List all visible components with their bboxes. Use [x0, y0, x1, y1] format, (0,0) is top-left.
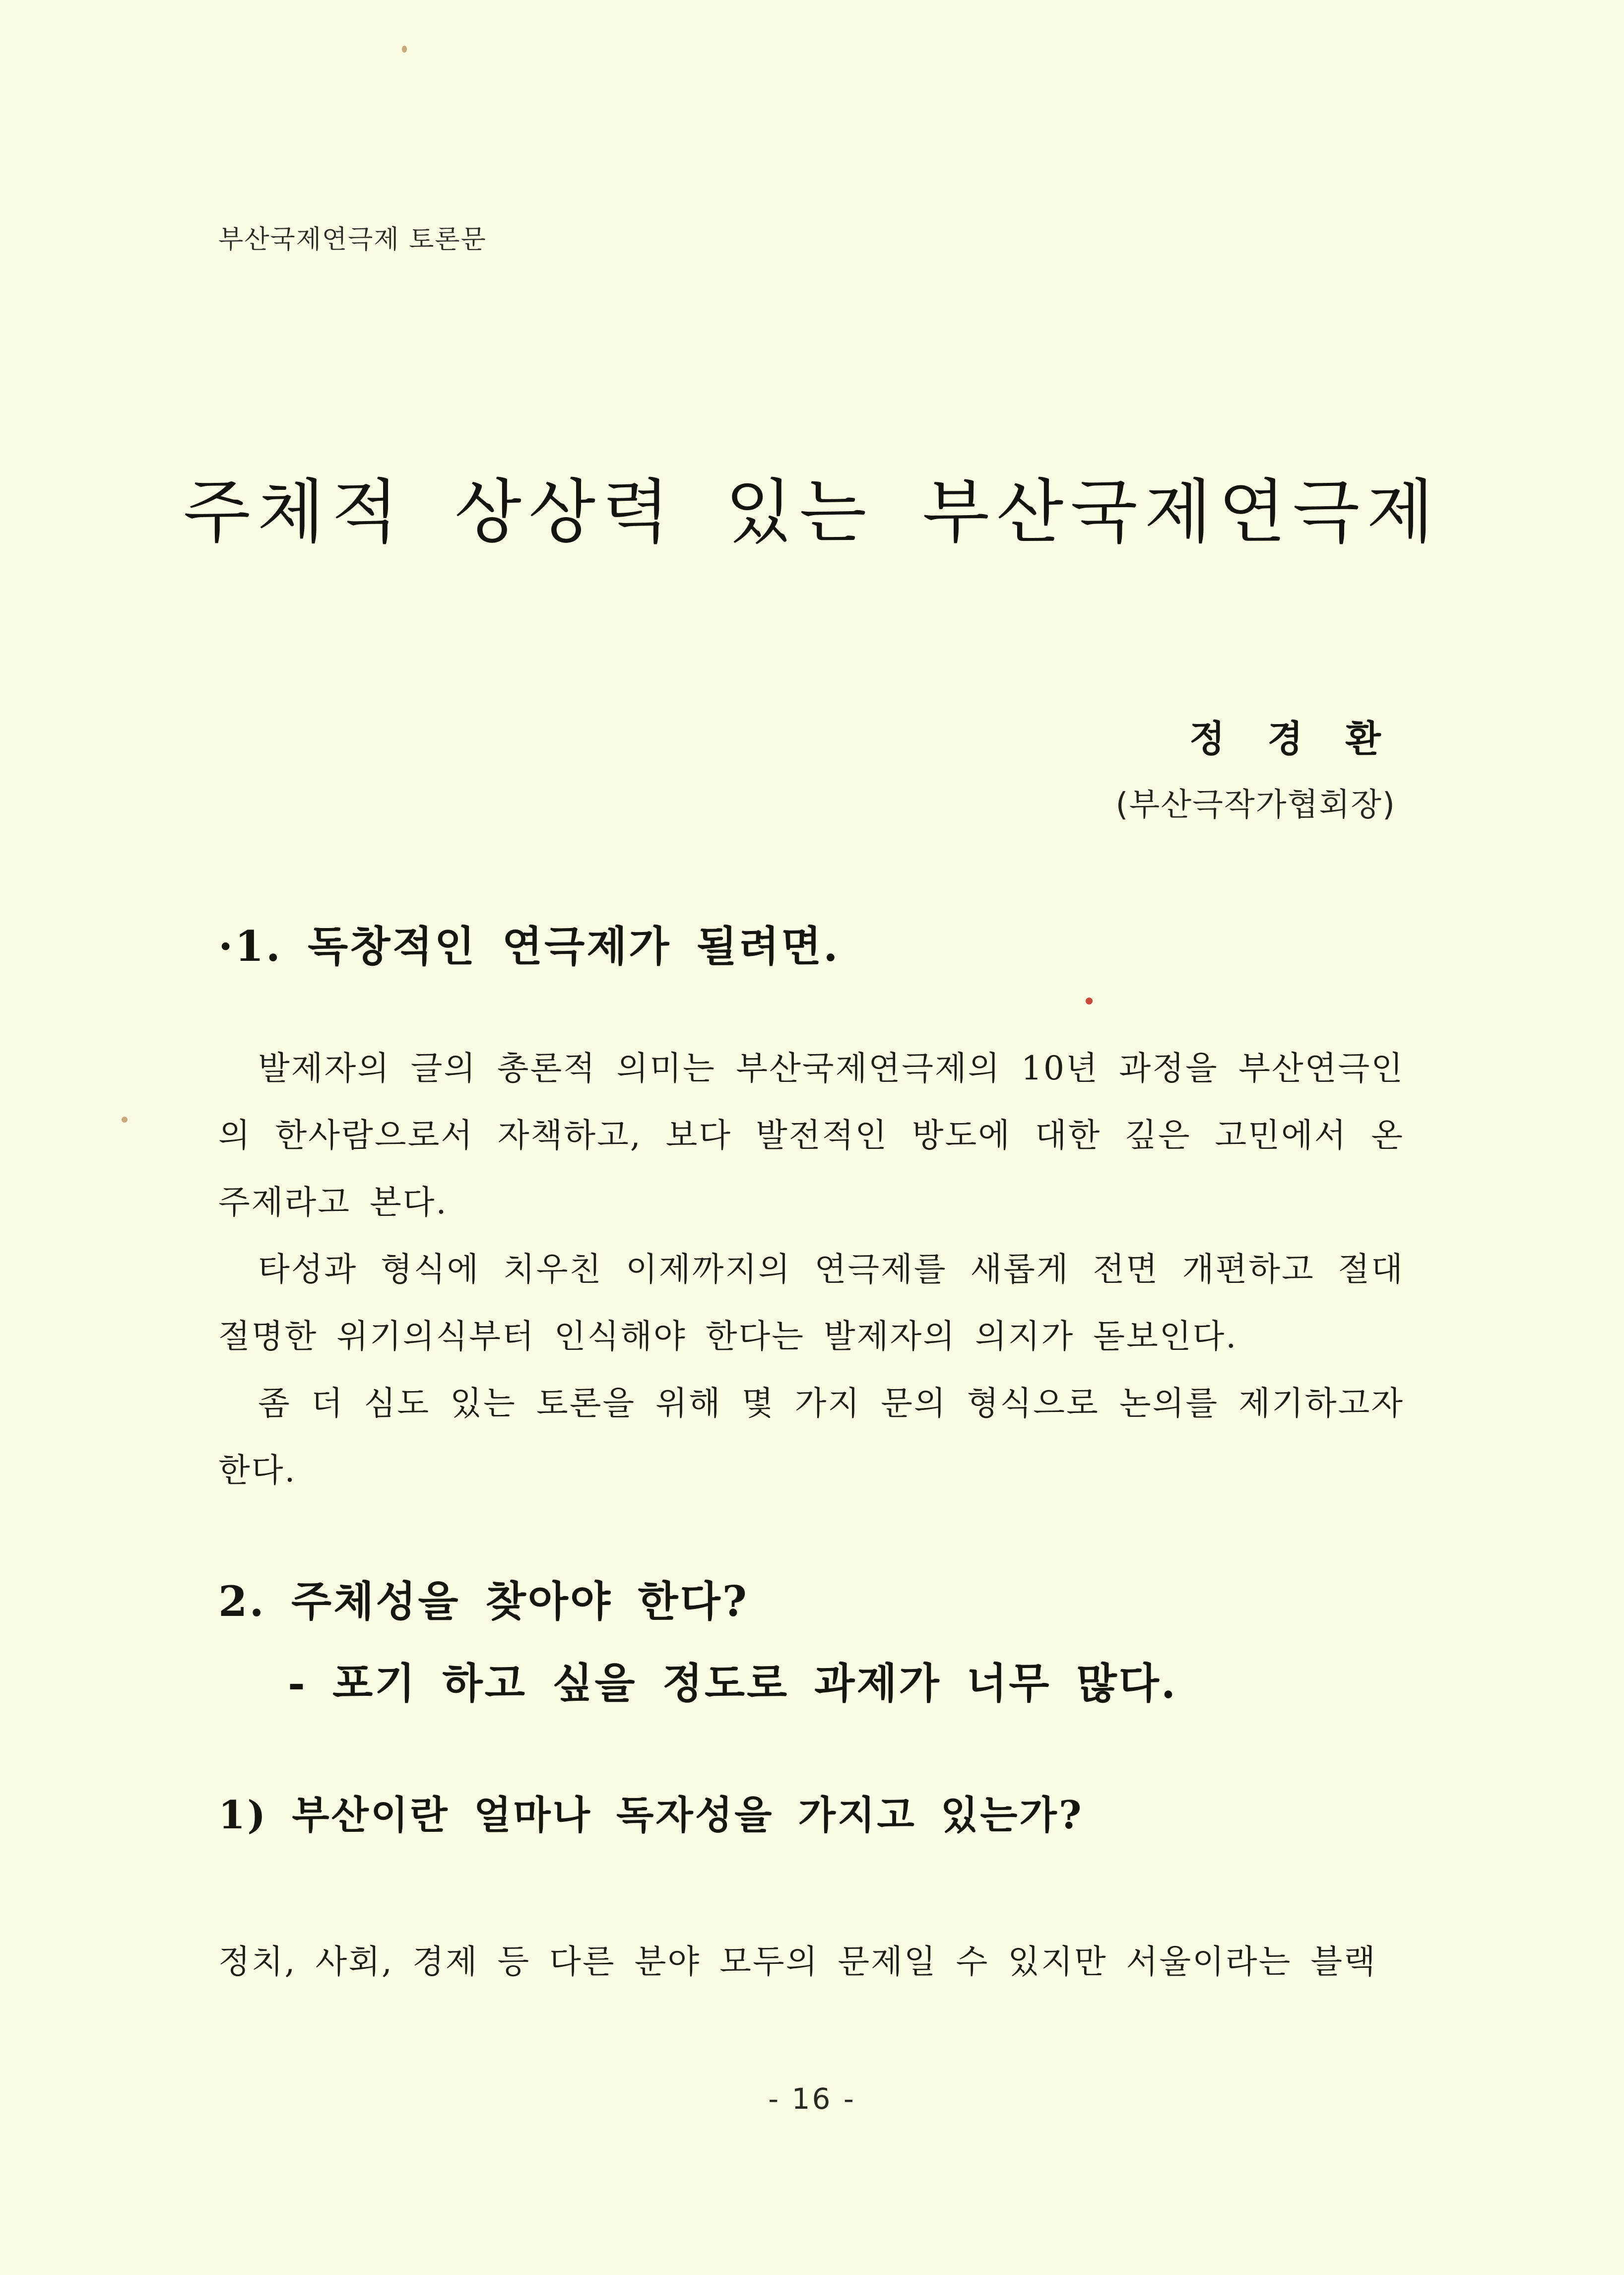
paragraph: 발제자의 글의 총론적 의미는 부산국제연극제의 10년 과정을 부산연극인의 한사람으로서 자책하고, 보다 발전적인 방도에 대한 깊은 고민에서 온 주제라고 본다.	[218, 1049, 1404, 1221]
author-affiliation: (부산극작가협회장)	[1115, 787, 1396, 823]
scan-speck	[122, 1117, 128, 1123]
paragraph: 좀 더 심도 있는 토론을 위해 몇 가지 문의 형식으로 논의를 제기하고자 한다.	[218, 1384, 1404, 1489]
section-1-body	[218, 1035, 1404, 1504]
paragraph: 정치, 사회, 경제 등 다른 분야 모두의 문제일 수 있지만 서울이라는 블랙	[218, 1942, 1377, 1981]
paragraph: 타성과 형식에 치우친 이제까지의 연극제를 새롭게 전면 개편하고 절대 절명한 위기의식부터 인식해야 한다는 발제자의 의지가 돋보인다.	[218, 1250, 1404, 1355]
item-1-heading: 1) 부산이란 얼마나 독자성을 가지고 있는가?	[218, 1793, 1084, 1838]
scan-speck	[402, 46, 407, 53]
author-name: 정 경 환	[1189, 718, 1396, 760]
page-number: - 16 -	[768, 2082, 856, 2116]
scan-speck	[1086, 998, 1093, 1004]
item-1-body	[218, 1928, 1404, 1995]
document-title: 주체적 상상력 있는 부산국제연극제	[183, 472, 1441, 553]
document-header-label: 부산국제연극제 토론문	[218, 225, 487, 255]
section-1-heading: ·1. 독창적인 연극제가 될려면.	[218, 922, 840, 971]
section-2-subheading: - 포기 하고 싶을 정도로 과제가 너무 많다.	[288, 1659, 1178, 1708]
section-2-heading: 2. 주체성을 찾아야 한다?	[218, 1577, 749, 1626]
